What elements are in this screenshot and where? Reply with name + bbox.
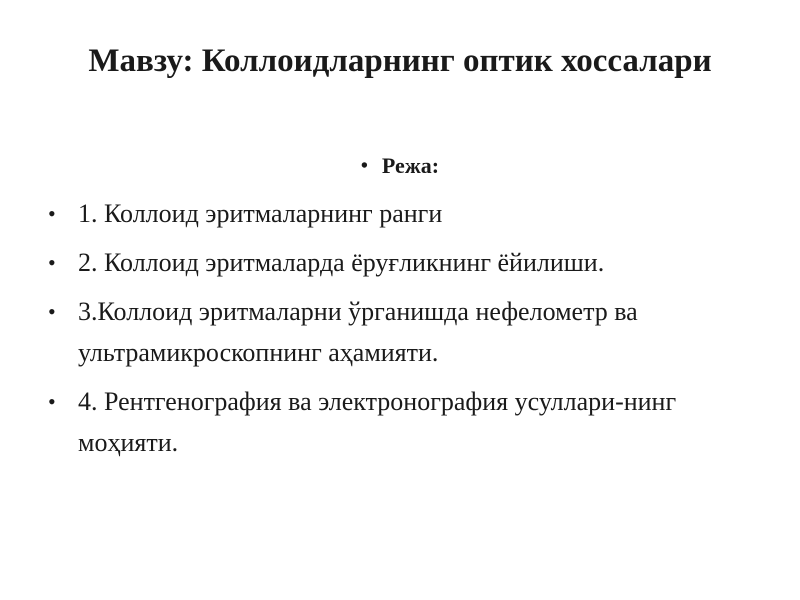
list-item <box>48 381 748 463</box>
list-item-text: 1. Коллоид эритмаларнинг ранги <box>78 199 443 228</box>
plan-heading-label: Режа: <box>381 153 440 178</box>
list-item <box>48 193 748 234</box>
list-item-text: 3.Коллоид эритмаларни ўрганишда нефелометр ва ультрамикроскопнинг аҳамияти. <box>78 297 638 367</box>
slide-title: Мавзу: Коллоидларнинг оптик хоссалари <box>88 43 712 79</box>
list-item <box>48 291 748 373</box>
plan-list <box>48 193 748 471</box>
bullet-icon: • <box>48 299 56 324</box>
bullet-icon: • <box>48 389 56 414</box>
list-item-text: 4. Рентгенография ва электронография усуллари-нинг моҳияти. <box>78 387 677 457</box>
bullet-icon: • <box>48 201 56 226</box>
list-item <box>48 242 748 283</box>
bullet-icon: • <box>360 155 368 177</box>
list-item-text: 2. Коллоид эритмаларда ёруғликнинг ёйилиши. <box>78 248 605 277</box>
bullet-icon: • <box>48 250 56 275</box>
plan-heading <box>0 152 800 180</box>
